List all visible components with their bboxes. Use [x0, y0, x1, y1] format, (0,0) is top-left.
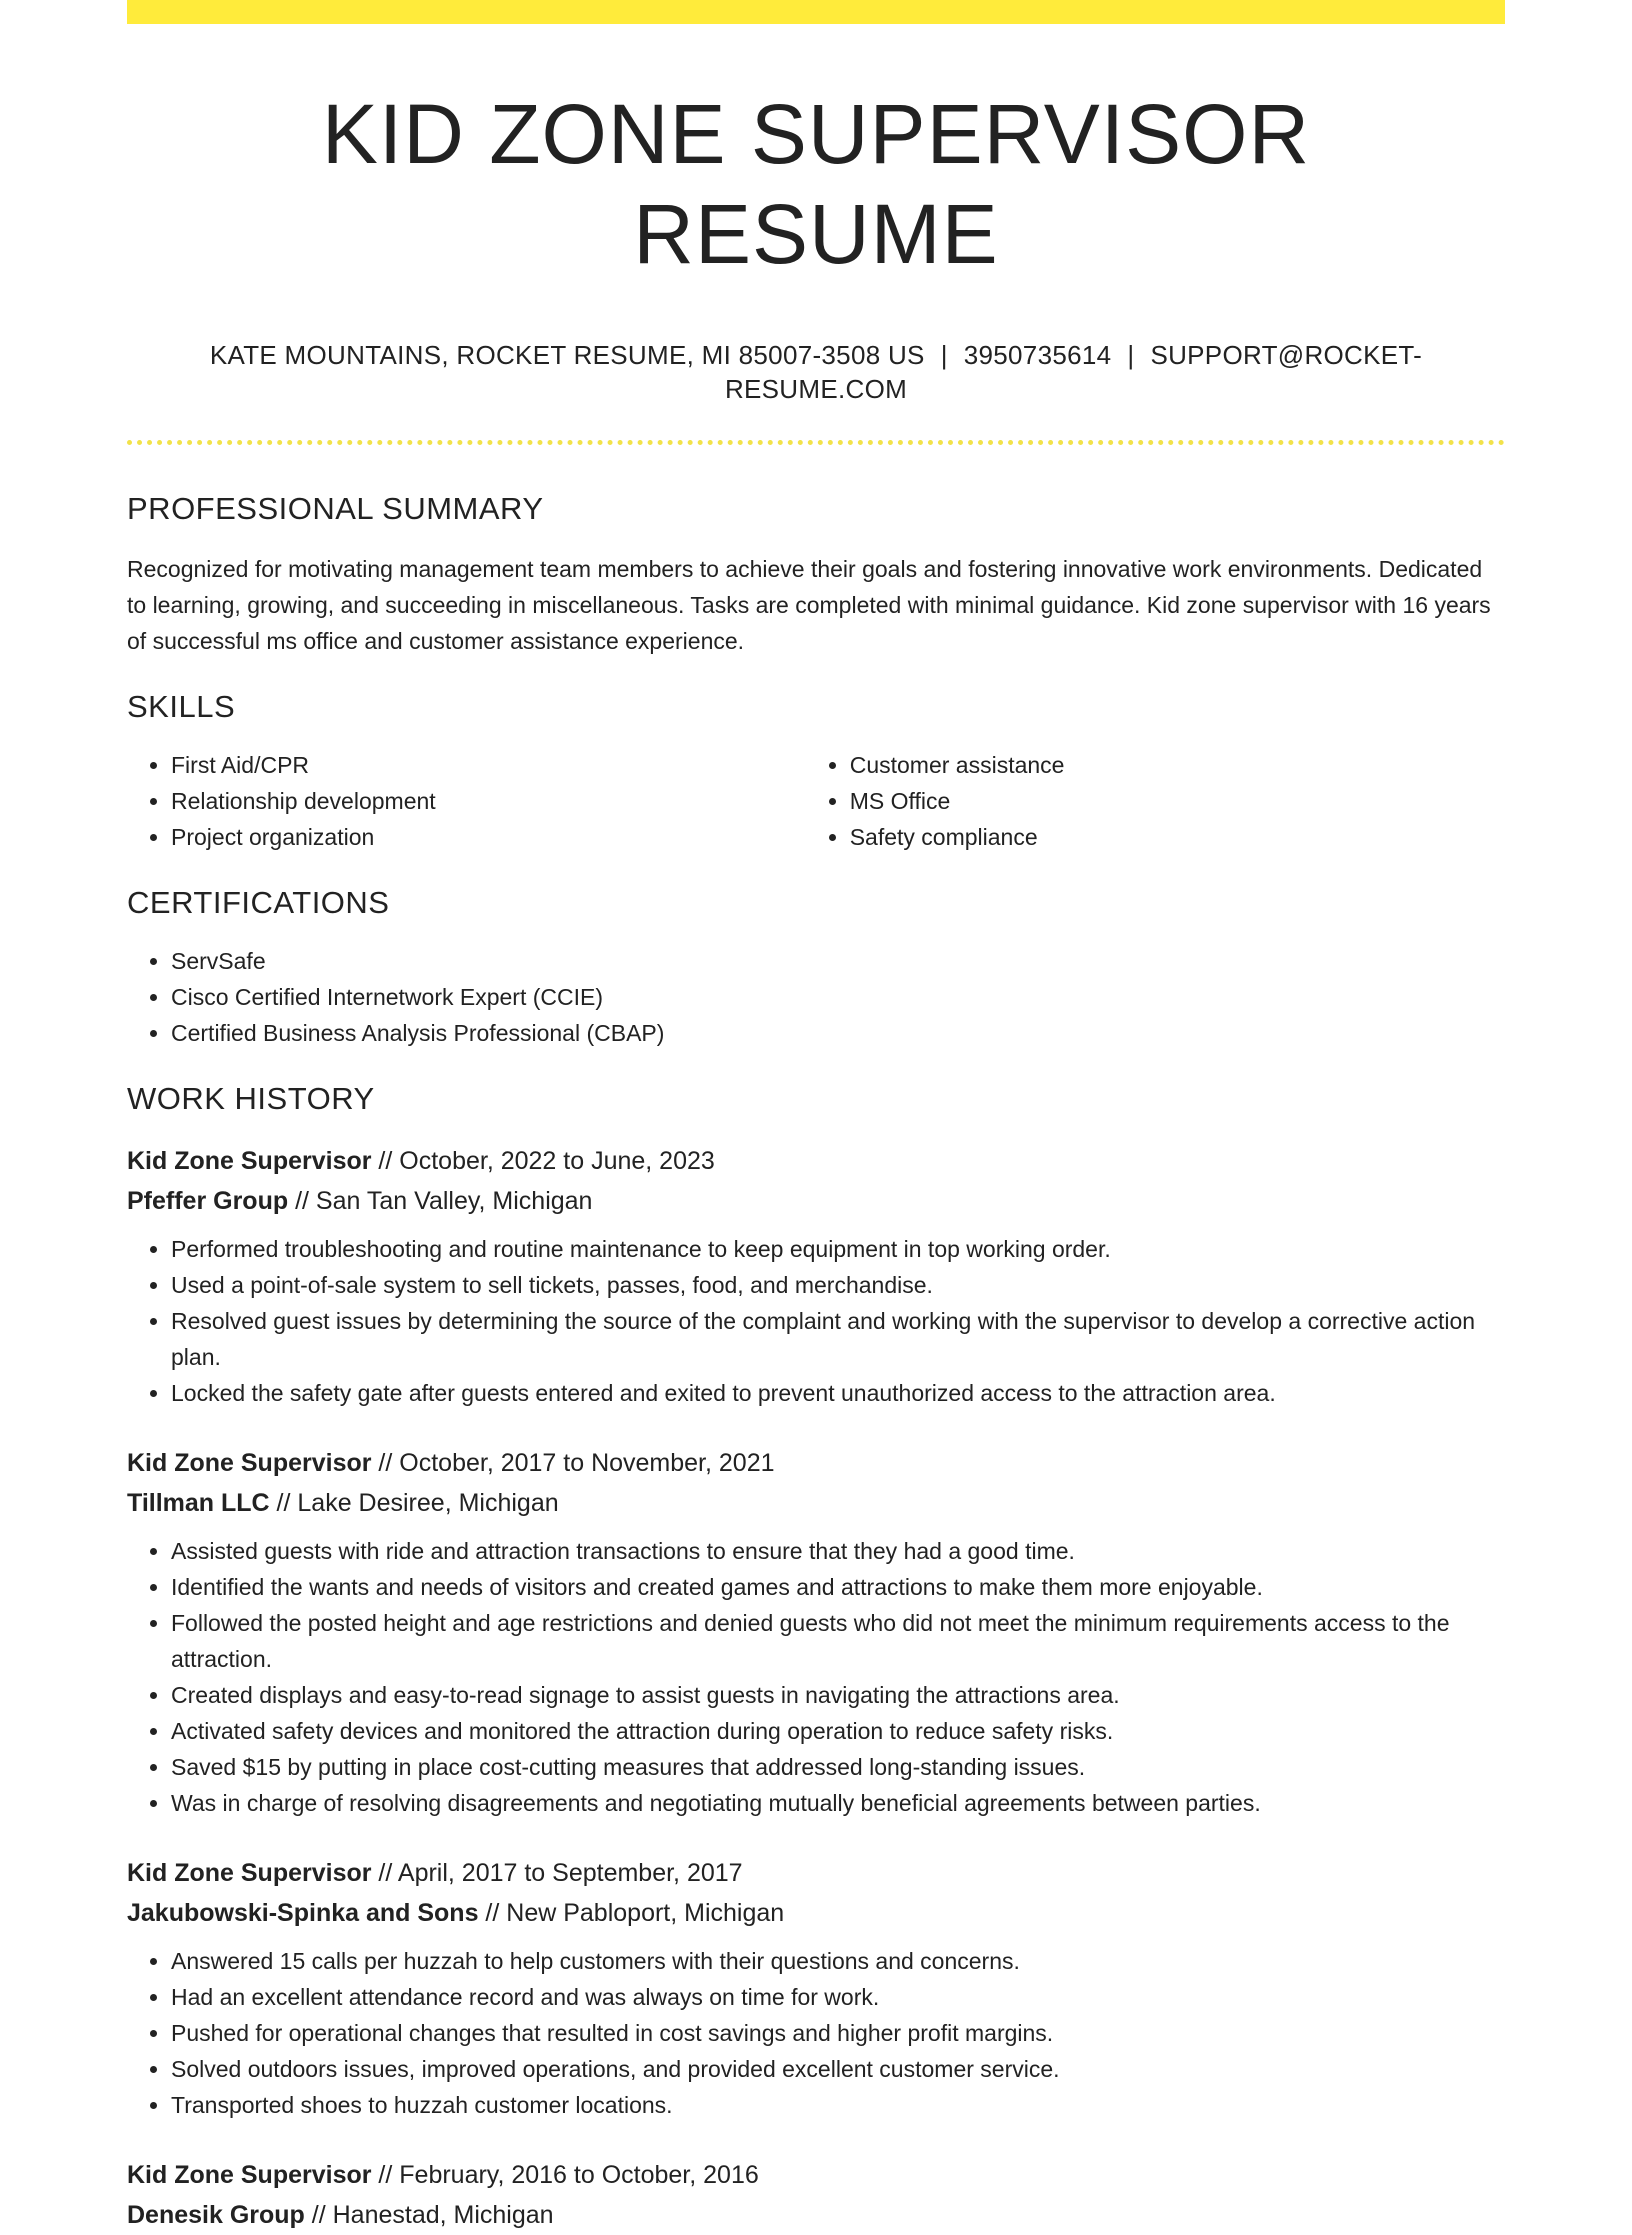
- contact-separator: |: [1127, 340, 1135, 370]
- job-bullet: • Performed troubleshooting and routine maintenance to keep equipment in top working order.: [171, 1231, 1505, 1267]
- skill-item: • First Aid/CPR: [171, 747, 806, 783]
- job-bullets: [127, 1533, 1505, 1821]
- job-title-line: [127, 2155, 1505, 2195]
- job-location: // San Tan Valley, Michigan: [288, 1187, 593, 1215]
- dotted-divider: [127, 440, 1505, 445]
- job-dates: // October, 2017 to November, 2021: [371, 1449, 775, 1477]
- job-bullet: • Solved outdoors issues, improved operations, and provided excellent customer service.: [171, 2051, 1505, 2087]
- job-company: Tillman LLC: [127, 1489, 270, 1517]
- job-dates: // October, 2022 to June, 2023: [371, 1147, 715, 1175]
- work-history-section: [127, 1079, 1505, 2235]
- job-bullet: • Locked the safety gate after guests entered and exited to prevent unauthorized access to the attraction area.: [171, 1375, 1505, 1411]
- job-location: // Hanestad, Michigan: [304, 2201, 554, 2229]
- job-bullet: • Used a point-of-sale system to sell tickets, passes, food, and merchandise.: [171, 1267, 1505, 1303]
- job-company-line: [127, 2195, 1505, 2235]
- job-bullets: [127, 1231, 1505, 1411]
- job-title: Kid Zone Supervisor: [127, 1147, 372, 1175]
- job-bullet: • Assisted guests with ride and attraction transactions to ensure that they had a good time.: [171, 1533, 1505, 1569]
- skill-item: • Project organization: [171, 819, 806, 855]
- job-company-line: [127, 1483, 1505, 1523]
- job-title: Kid Zone Supervisor: [127, 2161, 372, 2189]
- certification-item: • Cisco Certified Internetwork Expert (CCIE): [171, 979, 1505, 1015]
- accent-top-bar: [127, 0, 1505, 24]
- skill-item: • Customer assistance: [850, 747, 1505, 783]
- job-bullet: • Had an excellent attendance record and was always on time for work.: [171, 1979, 1505, 2015]
- resume-page: [127, 0, 1505, 2235]
- job-company: Pfeffer Group: [127, 1187, 289, 1215]
- job-company: Denesik Group: [127, 2201, 305, 2229]
- job-title: Kid Zone Supervisor: [127, 1449, 372, 1477]
- work-history-heading: WORK HISTORY: [127, 1081, 375, 1116]
- job-title: Kid Zone Supervisor: [127, 1859, 372, 1887]
- job-bullet: • Was in charge of resolving disagreements and negotiating mutually beneficial agreements between parties.: [171, 1785, 1505, 1821]
- job-bullet: • Saved $15 by putting in place cost-cutting measures that addressed long-standing issues.: [171, 1749, 1505, 1785]
- job-bullet: • Identified the wants and needs of visitors and created games and attractions to make them more enjoyable.: [171, 1569, 1505, 1605]
- skill-item: • Relationship development: [171, 783, 806, 819]
- job-company-line: [127, 1893, 1505, 1933]
- job-dates: // February, 2016 to October, 2016: [371, 2161, 759, 2189]
- skill-item: • MS Office: [850, 783, 1505, 819]
- job-company: Jakubowski-Spinka and Sons: [127, 1899, 479, 1927]
- skills-list-left: [127, 747, 806, 855]
- job-entry: [127, 2155, 1505, 2235]
- resume-title: KID ZONE SUPERVISOR RESUME: [321, 87, 1311, 281]
- contact-address: KATE MOUNTAINS, ROCKET RESUME, MI 85007-3508 US: [209, 340, 925, 370]
- skills-columns: [127, 747, 1505, 855]
- summary-text: Recognized for motivating management team members to achieve their goals and fostering innovative work environments. Dedicated to learning, growing, and succeeding in miscellaneous. Tasks are completed with minimal guidance. Kid zone supervisor with 16 years of successful ms office and customer assistance experience.: [127, 556, 1491, 654]
- certification-item: • Certified Business Analysis Professional (CBAP): [171, 1015, 1505, 1051]
- job-bullet: • Created displays and easy-to-read signage to assist guests in navigating the attractions area.: [171, 1677, 1505, 1713]
- job-title-line: [127, 1141, 1505, 1181]
- skills-list-right: [806, 747, 1505, 855]
- contact-line: [127, 338, 1505, 406]
- job-bullet: • Resolved guest issues by determining the source of the complaint and working with the supervisor to develop a corrective action plan.: [171, 1303, 1505, 1375]
- job-bullets: [127, 1943, 1505, 2123]
- skills-heading: SKILLS: [127, 689, 236, 724]
- job-bullet: • Followed the posted height and age restrictions and denied guests who did not meet the minimum requirements access to the attraction.: [171, 1605, 1505, 1677]
- job-bullet: • Transported shoes to huzzah customer locations.: [171, 2087, 1505, 2123]
- certification-item: • ServSafe: [171, 943, 1505, 979]
- certifications-list: [127, 943, 1505, 1051]
- job-entry: [127, 1141, 1505, 1411]
- job-title-line: [127, 1853, 1505, 1893]
- job-entry: [127, 1443, 1505, 1821]
- job-bullet: • Activated safety devices and monitored the attraction during operation to reduce safety risks.: [171, 1713, 1505, 1749]
- certifications-section: [127, 883, 1505, 1051]
- summary-heading: PROFESSIONAL SUMMARY: [127, 491, 544, 526]
- job-bullet: • Pushed for operational changes that resulted in cost savings and higher profit margins.: [171, 2015, 1505, 2051]
- skill-item: • Safety compliance: [850, 819, 1505, 855]
- job-title-line: [127, 1443, 1505, 1483]
- contact-separator: |: [940, 340, 948, 370]
- certifications-heading: CERTIFICATIONS: [127, 885, 390, 920]
- job-company-line: [127, 1181, 1505, 1221]
- skills-section: [127, 687, 1505, 855]
- job-bullet: • Answered 15 calls per huzzah to help customers with their questions and concerns.: [171, 1943, 1505, 1979]
- contact-email: SUPPORT@ROCKET-RESUME.COM: [724, 340, 1423, 404]
- job-location: // New Pabloport, Michigan: [478, 1899, 785, 1927]
- job-location: // Lake Desiree, Michigan: [269, 1489, 559, 1517]
- summary-section: [127, 489, 1505, 659]
- job-entry: [127, 1853, 1505, 2123]
- job-dates: // April, 2017 to September, 2017: [371, 1859, 743, 1887]
- contact-phone: 3950735614: [963, 340, 1112, 370]
